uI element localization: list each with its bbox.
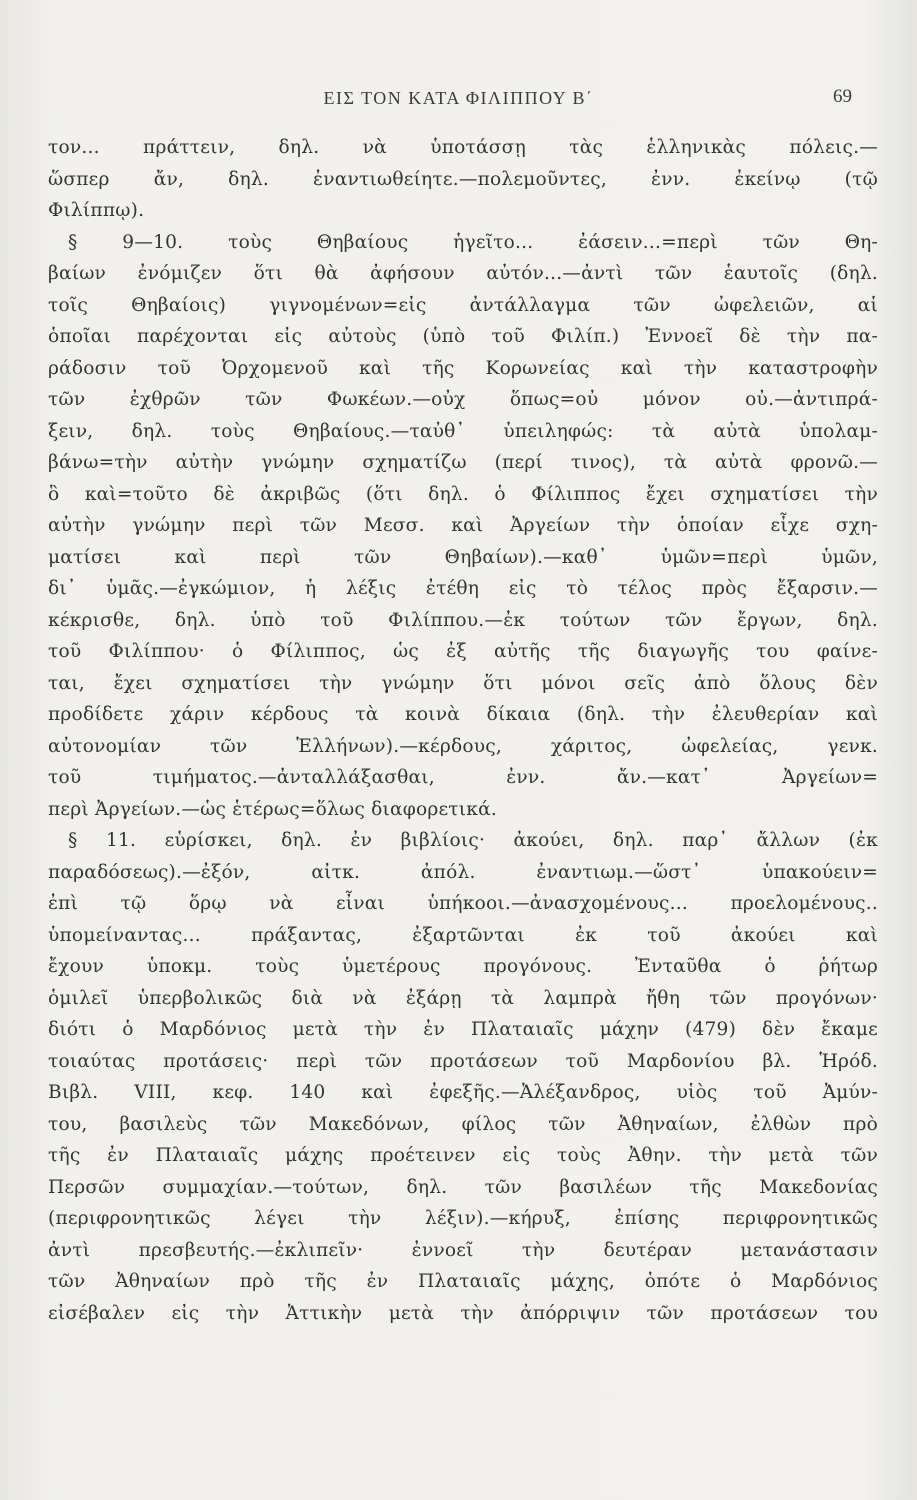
- text-line: τοῦ Φιλίππου· ὁ Φίλιππος, ὡς ἐξ αὐτῆς τῆς διαγωγῆς του φαίνε-: [48, 641, 878, 662]
- text-line: τον... πράττειν, δηλ. νὰ ὑποτάσσῃ τὰς ἑλληνικὰς πόλεις.—: [48, 137, 878, 158]
- text-line: αὐτὴν γνώμην περὶ τῶν Μεσσ. καὶ Ἀργείων τὴν ὁποίαν εἶχε σχη-: [48, 515, 878, 536]
- text-line: διότι ὁ Μαρδόνιος μετὰ τὴν ἐν Πλαταιαῖς μάχην (479) δὲν ἔκαμε: [48, 1019, 878, 1040]
- text-line: ἔχουν ὑποκμ. τοὺς ὑμετέρους προγόνους. Ἐνταῦθα ὁ ῥήτωρ: [48, 956, 878, 977]
- text-line: βαίων ἐνόμιζεν ὅτι θὰ ἀφήσουν αὐτόν...—ἀντὶ τῶν ἑαυτοῖς (δηλ.: [48, 263, 878, 284]
- text-line: ματίσει καὶ περὶ τῶν Θηβαίων).—καθ᾽ ὑμῶν=περὶ ὑμῶν,: [48, 546, 878, 568]
- text-line: ὃ καὶ=τοῦτο δὲ ἀκριβῶς (ὅτι δηλ. ὁ Φίλιππος ἔχει σχηματίσει τὴν: [48, 483, 878, 505]
- text-line: ὁμιλεῖ ὑπερβολικῶς διὰ νὰ ἐξάρῃ τὰ λαμπρὰ ἤθη τῶν προγόνων·: [48, 987, 878, 1009]
- running-title: ΕΙΣ ΤΟΝ ΚΑΤΑ ΦΙΛΙΠΠΟΥ Β΄: [323, 88, 594, 108]
- page-header: [0, 82, 917, 122]
- text-line: Περσῶν συμμαχίαν.—τούτων, δηλ. τῶν βασιλέων τῆς Μακεδονίας: [48, 1176, 878, 1198]
- text-line: δι᾽ ὑμᾶς.—ἐγκώμιον, ἡ λέξις ἐτέθη εἰς τὸ τέλος πρὸς ἔξαρσιν.—: [48, 578, 878, 599]
- text-line: Βιβλ. VIII, κεφ. 140 καὶ ἐφεξῆς.—Ἀλέξανδρος, υἱὸς τοῦ Ἀμύν-: [48, 1082, 878, 1103]
- text-line: βάνω=τὴν αὐτὴν γνώμην σχηματίζω (περί τινος), τὰ αὐτὰ φρονῶ.—: [48, 452, 878, 473]
- text-line: ται, ἔχει σχηματίσει τὴν γνώμην ὅτι μόνοι σεῖς ἀπὸ ὅλους δὲν: [48, 672, 878, 694]
- text-line: του, βασιλεὺς τῶν Μακεδόνων, φίλος τῶν Ἀθηναίων, ἐλθὼν πρὸ: [48, 1113, 878, 1135]
- text-line: τῶν ἐχθρῶν τῶν Φωκέων.—οὐχ ὅπως=οὐ μόνον οὐ.—ἀντιπρά-: [48, 389, 878, 410]
- text-line: εἰσέβαλεν εἰς τὴν Ἀττικὴν μετὰ τὴν ἀπόρριψιν τῶν προτάσεων του: [48, 1302, 878, 1324]
- text-line: παραδόσεως).—ἐξόν, αἰτκ. ἀπόλ. ἐναντιωμ.—ὥστ᾽ ὑπακούειν=: [48, 861, 878, 883]
- text-line: ὑπομείναντας... πράξαντας, ἐξαρτῶνται ἐκ τοῦ ἀκούει καὶ: [48, 924, 878, 946]
- text-line: ὁποῖαι παρέχονται εἰς αὐτοὺς (ὑπὸ τοῦ Φιλίπ.) Ἐννοεῖ δὲ τὴν πα-: [48, 326, 878, 347]
- text-line: προδίδετε χάριν κέρδους τὰ κοινὰ δίκαια (δηλ. τὴν ἐλευθερίαν καὶ: [48, 704, 878, 725]
- text-line: ξειν, δηλ. τοὺς Θηβαίους.—ταὐθ᾽ ὑπειληφώς: τὰ αὐτὰ ὑπολαμ-: [48, 420, 878, 442]
- text-line: (περιφρονητικῶς λέγει τὴν λέξιν).—κήρυξ, ἐπίσης περιφρονητικῶς: [48, 1208, 878, 1229]
- text-line: § 9—10. τοὺς Θηβαίους ἡγεῖτο... ἐάσειν...=περὶ τῶν Θη-: [68, 231, 878, 253]
- text-line: § 11. εὑρίσκει, δηλ. ἐν βιβλίοις· ἀκούει, δηλ. παρ᾽ ἄλλων (ἐκ: [68, 830, 878, 851]
- commentary-text: [48, 132, 878, 1329]
- text-line: κέκρισθε, δηλ. ὑπὸ τοῦ Φιλίππου.—ἐκ τούτων τῶν ἔργων, δηλ.: [48, 609, 878, 631]
- text-line: ἀντὶ πρεσβευτής.—ἐκλιπεῖν· ἐννοεῖ τὴν δευτέραν μετανάστασιν: [48, 1239, 878, 1261]
- page-number: 69: [833, 86, 852, 107]
- text-line: ράδοσιν τοῦ Ὀρχομενοῦ καὶ τῆς Κορωνείας καὶ τὴν καταστροφὴν: [48, 357, 878, 379]
- text-line: τοῖς Θηβαίοις) γιγνομένων=εἰς ἀντάλλαγμα τῶν ὠφελειῶν, αἱ: [48, 294, 878, 316]
- text-line: τοιαύτας προτάσεις· περὶ τῶν προτάσεων τοῦ Μαρδονίου βλ. Ἡρόδ.: [48, 1050, 878, 1072]
- text-line: αὐτονομίαν τῶν Ἑλλήνων).—κέρδους, χάριτος, ὠφελείας, γενκ.: [48, 735, 878, 757]
- text-line: τῶν Ἀθηναίων πρὸ τῆς ἐν Πλαταιαῖς μάχης, ὁπότε ὁ Μαρδόνιος: [48, 1271, 878, 1292]
- text-line: ὥσπερ ἄν, δηλ. ἐναντιωθείητε.—πολεμοῦντες, ἐνν. ἐκείνῳ (τῷ: [48, 168, 878, 190]
- text-line: τῆς ἐν Πλαταιαῖς μάχης προέτεινεν εἰς τοὺς Ἀθην. τὴν μετὰ τῶν: [48, 1145, 878, 1166]
- text-line: ἐπὶ τῷ ὅρῳ νὰ εἶναι ὑπήκοοι.—ἀνασχομένους... προελομένους..: [48, 893, 878, 914]
- text-line: περὶ Ἀργείων.—ὡς ἑτέρως=ὅλως διαφορετικά.: [48, 798, 497, 820]
- text-line: τοῦ τιμήματος.—ἀνταλλάξασθαι, ἐνν. ἄν.—κατ᾽ Ἀργείων=: [48, 767, 878, 788]
- text-line: Φιλίππῳ).: [48, 200, 145, 221]
